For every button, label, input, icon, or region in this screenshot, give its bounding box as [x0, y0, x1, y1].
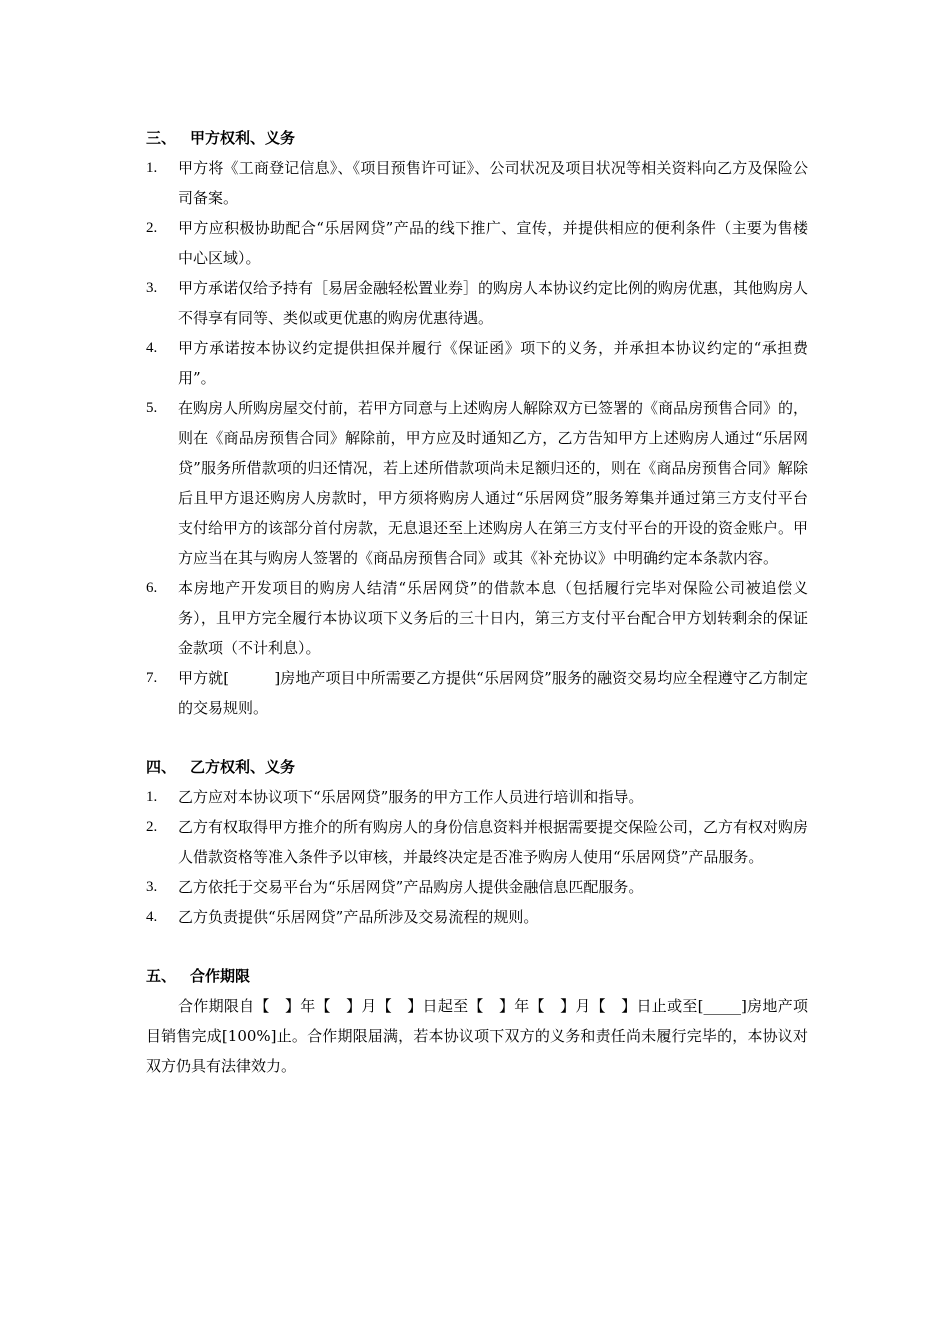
- item-number: 1.: [146, 160, 158, 176]
- item-text: 甲方承诺仅给予持有［易居金融轻松置业券］的购房人本协议约定比例的购房优惠，其他购房人不得享有同等、类似或更优惠的购房优惠待遇。: [178, 279, 809, 327]
- list-item: [146, 393, 808, 573]
- item-number: 5.: [146, 400, 158, 416]
- section-heading: 合作期限: [190, 967, 251, 985]
- section-title-3: [146, 123, 808, 153]
- item-text: 甲方应积极协助配合“乐居网贷”产品的线下推广、宣传，并提供相应的便利条件（主要为售楼中心区域）。: [178, 219, 808, 267]
- item-number: 4.: [146, 340, 158, 356]
- item-text: 在购房人所购房屋交付前，若甲方同意与上述购房人解除双方已签署的《商品房预售合同》的，则在《商品房预售合同》解除前，甲方应及时通知乙方，乙方告知甲方上述购房人通过“乐居网贷”服务所借款项的归还情况，若上述所借款项尚未足额归还的，则在《商品房预售合同》解除后且甲方退还购房人房款时，甲方须将购房人通过“乐居网贷”服务筹集并通过第三方支付平台支付给甲方的该部分首付房款，无息退还至上述购房人在第三方支付平台的开设的资金账户。甲方应当在其与购房人签署的《商品房预售合同》或其《补充协议》中明确约定本条款内容。: [178, 399, 809, 567]
- section-number: 三、: [146, 129, 177, 147]
- item-text: 乙方有权取得甲方推介的所有购房人的身份信息资料并根据需要提交保险公司，乙方有权对购房人借款资格等准入条件予以审核，并最终决定是否准予购房人使用“乐居网贷”产品服务。: [178, 818, 809, 866]
- section-title-5: [146, 961, 808, 991]
- item-number: 2.: [146, 819, 158, 835]
- item-number: 3.: [146, 879, 158, 895]
- list-item: [146, 153, 808, 213]
- list-item: [146, 333, 808, 393]
- list-item: [146, 663, 808, 723]
- item-number: 4.: [146, 909, 158, 925]
- item-number: 2.: [146, 220, 158, 236]
- item-text: 甲方就[ ]房地产项目中所需要乙方提供“乐居网贷”服务的融资交易均应全程遵守乙方制定的交易规则。: [178, 669, 808, 717]
- item-number: 6.: [146, 580, 158, 596]
- item-text: 乙方应对本协议项下“乐居网贷”服务的甲方工作人员进行培训和指导。: [178, 788, 644, 806]
- item-text: 甲方承诺按本协议约定提供担保并履行《保证函》项下的义务，并承担本协议约定的“承担费用”。: [178, 339, 808, 387]
- cooperation-term-paragraph: 合作期限自【 】年【 】月【 】日起至【 】年【 】月【 】日止或至[_____]房地产项目销售完成[100%]止。合作期限届满，若本协议项下双方的义务和责任尚未履行完毕的，本协议对双方仍具有法律效力。: [146, 997, 808, 1075]
- section-title-4: [146, 752, 808, 782]
- item-text: 乙方依托于交易平台为“乐居网贷”产品购房人提供金融信息匹配服务。: [178, 878, 644, 896]
- item-number: 7.: [146, 670, 158, 686]
- item-text: 甲方将《工商登记信息》、《项目预售许可证》、公司状况及项目状况等相关资料向乙方及保险公司备案。: [178, 159, 808, 207]
- list-item: [146, 872, 808, 902]
- section-heading: 乙方权利、义务: [190, 758, 296, 776]
- list-item: [146, 273, 808, 333]
- list-item: [146, 573, 808, 663]
- section-heading: 甲方权利、义务: [190, 129, 296, 147]
- item-number: 1.: [146, 789, 158, 805]
- item-number: 3.: [146, 280, 158, 296]
- list-item: [146, 902, 808, 932]
- document-page: [146, 123, 808, 1081]
- section-number: 四、: [146, 758, 177, 776]
- item-text: 乙方负责提供“乐居网贷”产品所涉及交易流程的规则。: [178, 908, 539, 926]
- list-item: [146, 213, 808, 273]
- item-text: 本房地产开发项目的购房人结清“乐居网贷”的借款本息（包括履行完毕对保险公司被追偿义务），且甲方完全履行本协议项下义务后的三十日内，第三方支付平台配合甲方划转剩余的保证金款项（不计利息）。: [178, 579, 808, 657]
- section-spacer: [146, 723, 808, 752]
- list-item: [146, 812, 808, 872]
- section-number: 五、: [146, 967, 177, 985]
- section-spacer: [146, 932, 808, 961]
- list-item: [146, 782, 808, 812]
